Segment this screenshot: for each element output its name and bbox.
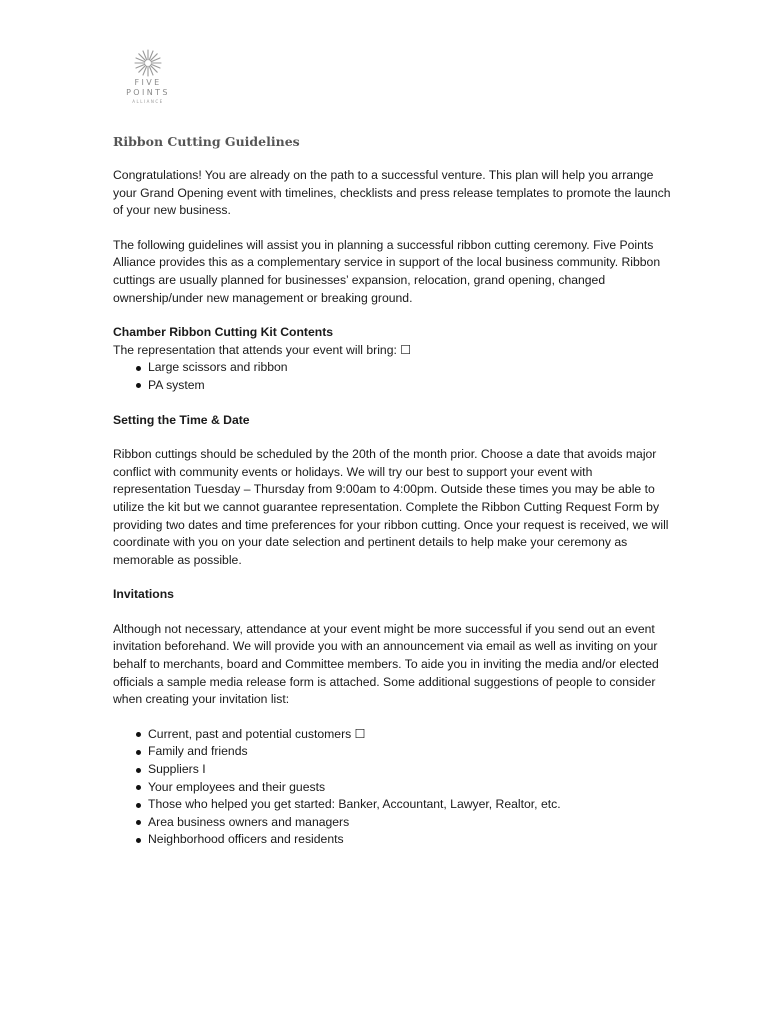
invitations-list — [113, 726, 673, 849]
kit-list — [113, 359, 673, 394]
logo-text-five: FIVE — [134, 78, 162, 87]
starburst-icon — [133, 48, 163, 78]
page-title: Ribbon Cutting Guidelines — [113, 134, 300, 149]
overview-paragraph: The following guidelines will assist you in planning a successful ribbon cutting ceremony. Five Points Alliance provides this as a complementary service in support of the local business community. Ribbon cuttings are usually planned for businesses’ expansion, relocation, grand opening, changed ownership/under new management or breaking ground. — [113, 237, 661, 305]
list-item: Family and friends — [148, 743, 673, 761]
logo-text-alliance: ALLIANCE — [132, 99, 164, 104]
intro-paragraph: Congratulations! You are already on the path to a successful venture. This plan will help you arrange your Grand Opening event with timelines, checklists and press release templates to promote the launch of your new business. — [113, 168, 671, 218]
list-item: Large scissors and ribbon — [148, 359, 673, 377]
time-heading: Setting the Time & Date — [113, 412, 250, 427]
document-body — [113, 133, 673, 849]
list-item: Your employees and their guests — [148, 779, 673, 797]
kit-intro: The representation that attends your event will bring: ☐ — [113, 342, 412, 357]
five-points-logo — [118, 48, 178, 106]
list-item: Current, past and potential customers ☐ — [148, 726, 673, 744]
list-item: Area business owners and managers — [148, 814, 673, 832]
logo-text-points: POINTS — [126, 88, 170, 97]
list-item: Those who helped you get started: Banker, Accountant, Lawyer, Realtor, etc. — [148, 796, 673, 814]
invitations-heading: Invitations — [113, 587, 174, 602]
invitations-paragraph: Although not necessary, attendance at your event might be more successful if you send out an event invitation beforehand. We will provide you with an announcement via email as well as inviting on your behalf to merchants, board and Committee members. To aide you in inviting the media and/or elected officials a sample media release form is attached. Some additional suggestions of people to consider when creating your invitation list: — [113, 621, 659, 707]
list-item: PA system — [148, 377, 673, 395]
list-item: Suppliers I — [148, 761, 673, 779]
list-item: Neighborhood officers and residents — [148, 831, 673, 849]
kit-heading: Chamber Ribbon Cutting Kit Contents — [113, 325, 334, 340]
time-paragraph: Ribbon cuttings should be scheduled by the 20th of the month prior. Choose a date that avoids major conflict with community events or holidays. We will try our best to support your event with representation Tuesday – Thursday from 9:00am to 4:00pm. Outside these times you may be able to utilize the kit but we cannot guarantee representation. Complete the Ribbon Cutting Request Form by providing two dates and time preferences for your ribbon cutting. Once your request is received, we will coordinate with you on your date selection and pertinent details to help make your ceremony as memorable as possible. — [113, 447, 669, 567]
